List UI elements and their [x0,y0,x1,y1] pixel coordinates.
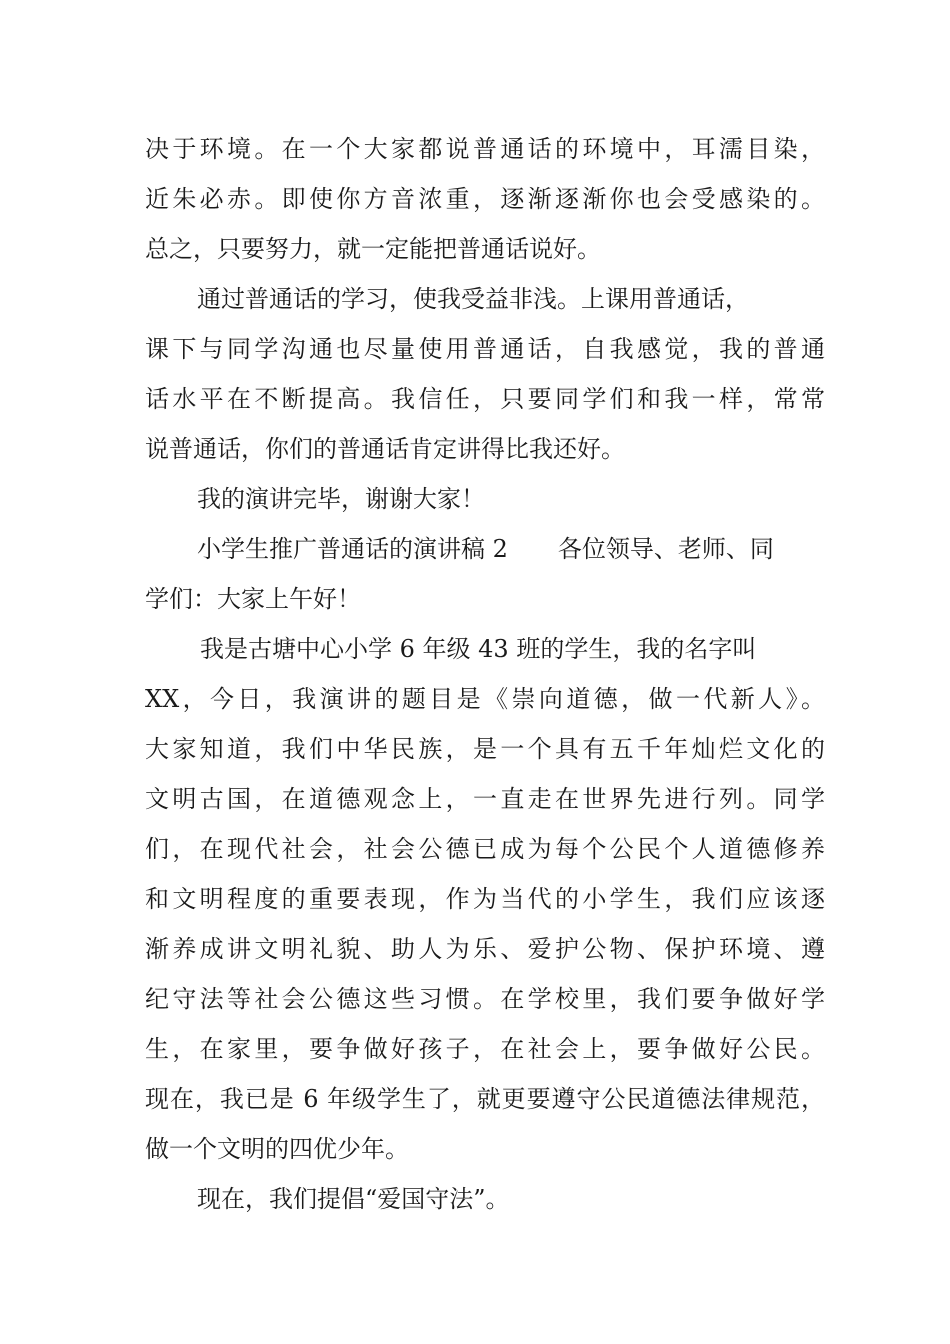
text-line: 生，在家里，要争做好孩子，在社会上，要争做好公民。 [145,1035,825,1063]
text-line: 做一个文明的四优少年。 [145,1135,409,1163]
text-line: 现在，我已是 6 年级学生了，就更要遵守公民道德法律规范， [145,1085,825,1113]
text-line: 大家知道，我们中华民族，是一个具有五千年灿烂文化的 [145,735,825,763]
text-line: 说普通话，你们的普通话肯定讲得比我还好。 [145,435,625,463]
paragraph-start-line: 现在，我们提倡“爱国守法”。 [197,1185,510,1213]
text-line: 文明古国，在道德观念上，一直走在世界先进行列。同学 [145,785,825,813]
text-line: 学们：大家上午好！ [145,585,361,613]
text-line: 课下与同学沟通也尽量使用普通话，自我感觉，我的普通 [145,335,825,363]
paragraph-start-line: 通过普通话的学习，使我受益非浅。上课用普通话， [197,285,749,313]
speech-heading-line [197,529,827,569]
text-line: 和文明程度的重要表现，作为当代的小学生，我们应该逐 [145,885,825,913]
text-line: 总之，只要努力，就一定能把普通话说好。 [145,235,601,263]
closing-line: 我的演讲完毕，谢谢大家！ [197,485,485,513]
text-line: 渐养成讲文明礼貌、助人为乐、爱护公物、保护环境、遵 [145,935,825,963]
text-line: XX，今日，我演讲的题目是《崇向道德，做一代新人》。 [145,685,825,713]
speech-title: 小学生推广普通话的演讲稿 2 [197,535,508,563]
paragraph-start-line: 我是古塘中心小学 6 年级 43 班的学生，我的名字叫 [200,635,757,663]
text-line: 决于环境。在一个大家都说普通话的环境中，耳濡目染， [145,135,825,163]
text-line: 们，在现代社会，社会公德已成为每个公民个人道德修养 [145,835,825,863]
text-line: 纪守法等社会公德这些习惯。在学校里，我们要争做好学 [145,985,825,1013]
speech-greeting: 各位领导、老师、同 [557,535,774,563]
text-line: 话水平在不断提高。我信任，只要同学们和我一样，常常 [145,385,825,413]
text-line: 近朱必赤。即使你方音浓重，逐渐逐渐你也会受感染的。 [145,185,825,213]
